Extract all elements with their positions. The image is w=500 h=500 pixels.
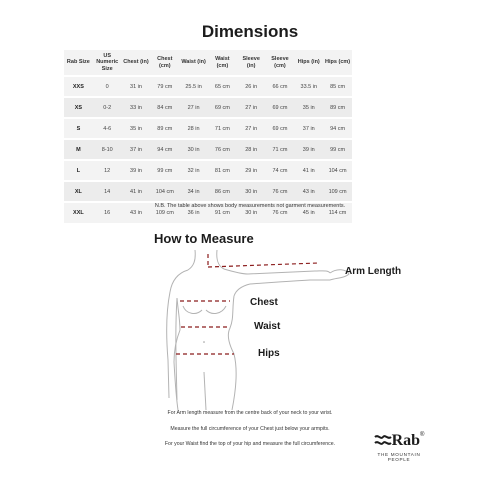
table-cell: 84 cm bbox=[150, 97, 179, 118]
shoulder-right-outline bbox=[224, 269, 248, 274]
table-cell: 28 in bbox=[179, 118, 208, 139]
table-cell: M bbox=[64, 139, 93, 160]
rab-mountain-logo-icon bbox=[374, 434, 392, 448]
table-cell: 29 in bbox=[237, 160, 266, 181]
leg-divide-outline bbox=[204, 372, 206, 410]
table-cell: 34 in bbox=[179, 181, 208, 202]
col-header: Waist (in) bbox=[179, 50, 208, 76]
left-arm-outline bbox=[167, 292, 170, 398]
left-inner-arm-outline bbox=[176, 298, 177, 400]
right-torso-outline bbox=[228, 296, 236, 410]
table-cell: 99 cm bbox=[323, 139, 352, 160]
col-header: Rab Size bbox=[64, 50, 93, 76]
registered-mark: ® bbox=[420, 432, 425, 438]
table-cell: 4-6 bbox=[93, 118, 122, 139]
table-cell: 76 cm bbox=[266, 202, 295, 223]
col-header: Waist (cm) bbox=[208, 50, 237, 76]
table-cell: 76 cm bbox=[266, 181, 295, 202]
table-cell: 81 cm bbox=[208, 160, 237, 181]
table-cell: 0-2 bbox=[93, 97, 122, 118]
table-cell: 16 bbox=[93, 202, 122, 223]
table-cell: XXS bbox=[64, 76, 93, 97]
table-cell: 94 cm bbox=[150, 139, 179, 160]
page-title: Dimensions bbox=[201, 22, 299, 41]
table-cell: XXL bbox=[64, 202, 93, 223]
table-cell: 37 in bbox=[294, 118, 323, 139]
table-cell: 35 in bbox=[294, 97, 323, 118]
waist-label: Waist bbox=[254, 321, 281, 332]
table-row bbox=[64, 76, 352, 97]
table-cell: 39 in bbox=[122, 160, 151, 181]
armpit-outline bbox=[234, 284, 250, 296]
table-cell: 28 in bbox=[237, 139, 266, 160]
table-cell: 39 in bbox=[294, 139, 323, 160]
table-cell: 33.5 in bbox=[294, 76, 323, 97]
chest-instruction: Measure the full circumference of your Chest just below your armpits. bbox=[170, 426, 330, 432]
table-cell: 71 cm bbox=[266, 139, 295, 160]
table-row bbox=[64, 160, 352, 181]
table-cell: 69 cm bbox=[266, 97, 295, 118]
arm-lower-outline bbox=[250, 280, 330, 284]
table-cell: 94 cm bbox=[323, 118, 352, 139]
table-cell: 91 cm bbox=[208, 202, 237, 223]
table-cell: 104 cm bbox=[323, 160, 352, 181]
arm-upper-outline bbox=[248, 271, 330, 274]
col-header: Chest (cm) bbox=[150, 50, 179, 76]
table-cell: 79 cm bbox=[150, 76, 179, 97]
table-cell: 114 cm bbox=[323, 202, 352, 223]
table-cell: 41 in bbox=[294, 160, 323, 181]
table-row bbox=[64, 118, 352, 139]
logo-wordmark: Rab bbox=[391, 432, 421, 449]
table-row bbox=[64, 139, 352, 160]
how-to-measure-heading: How to Measure bbox=[154, 231, 254, 246]
table-cell: 25.5 in bbox=[179, 76, 208, 97]
col-header: Sleeve (cm) bbox=[266, 50, 295, 76]
table-cell: 33 in bbox=[122, 97, 151, 118]
table-cell: 65 cm bbox=[208, 76, 237, 97]
logo-tagline: PEOPLE bbox=[387, 457, 411, 463]
table-cell: 31 in bbox=[122, 76, 151, 97]
table-cell: 109 cm bbox=[323, 181, 352, 202]
table-header-row bbox=[64, 50, 352, 76]
arm-instruction: For Arm length measure from the centre back of your neck to your wrist. bbox=[167, 410, 333, 416]
col-header: Sleeve (in) bbox=[237, 50, 266, 76]
col-header: US Numeric Size bbox=[93, 50, 122, 76]
table-cell: 69 cm bbox=[208, 97, 237, 118]
table-cell: 43 in bbox=[122, 202, 151, 223]
table-cell: 41 in bbox=[122, 181, 151, 202]
table-cell: 104 cm bbox=[150, 181, 179, 202]
table-cell: 27 in bbox=[237, 118, 266, 139]
table-cell: 69 cm bbox=[266, 118, 295, 139]
arm-length-label: Arm Length bbox=[345, 266, 402, 277]
table-row bbox=[64, 181, 352, 202]
chest-label: Chest bbox=[250, 297, 278, 308]
logo-tagline: THE MOUNTAIN bbox=[377, 452, 421, 458]
table-cell: 8-10 bbox=[93, 139, 122, 160]
table-note: N.B. The table above shows body measurements not garment measurements. bbox=[154, 203, 346, 209]
table-cell: 0 bbox=[93, 76, 122, 97]
table-cell: 76 cm bbox=[208, 139, 237, 160]
table-cell: XS bbox=[64, 97, 93, 118]
table-cell: 74 cm bbox=[266, 160, 295, 181]
col-header: Hips (in) bbox=[294, 50, 323, 76]
navel-mark bbox=[203, 341, 205, 343]
table-cell: 37 in bbox=[122, 139, 151, 160]
table-cell: 27 in bbox=[179, 97, 208, 118]
table-cell: 14 bbox=[93, 181, 122, 202]
col-header: Chest (in) bbox=[122, 50, 151, 76]
table-cell: 86 cm bbox=[208, 181, 237, 202]
bust-right-outline bbox=[206, 306, 226, 313]
table-cell: 30 in bbox=[237, 202, 266, 223]
arm-length-guide bbox=[208, 263, 318, 267]
table-cell: 71 cm bbox=[208, 118, 237, 139]
table-cell: 85 cm bbox=[323, 76, 352, 97]
table-cell: 36 in bbox=[179, 202, 208, 223]
hips-label: Hips bbox=[258, 348, 280, 359]
rab-logo bbox=[369, 432, 429, 462]
size-table bbox=[64, 50, 352, 223]
table-cell: 66 cm bbox=[266, 76, 295, 97]
table-cell: 32 in bbox=[179, 160, 208, 181]
bust-left-outline bbox=[183, 306, 202, 313]
waist-instruction: For your Waist find the top of your hip and measure the full circumference. bbox=[164, 441, 336, 447]
table-cell: 43 in bbox=[294, 181, 323, 202]
table-cell: L bbox=[64, 160, 93, 181]
table-cell: 35 in bbox=[122, 118, 151, 139]
table-cell: 30 in bbox=[237, 181, 266, 202]
table-cell: 30 in bbox=[179, 139, 208, 160]
table-cell: 12 bbox=[93, 160, 122, 181]
table-cell: 89 cm bbox=[150, 118, 179, 139]
neck-left-outline bbox=[188, 250, 195, 270]
table-cell: 26 in bbox=[237, 76, 266, 97]
body-outline-figure bbox=[150, 250, 350, 410]
shoulder-left-outline bbox=[170, 270, 188, 292]
table-cell: S bbox=[64, 118, 93, 139]
table-cell: 109 cm bbox=[150, 202, 179, 223]
table-cell: 89 cm bbox=[323, 97, 352, 118]
table-cell: 99 cm bbox=[150, 160, 179, 181]
col-header: Hips (cm) bbox=[323, 50, 352, 76]
table-row bbox=[64, 97, 352, 118]
table-cell: 45 in bbox=[294, 202, 323, 223]
table-cell: XL bbox=[64, 181, 93, 202]
table-cell: 27 in bbox=[237, 97, 266, 118]
